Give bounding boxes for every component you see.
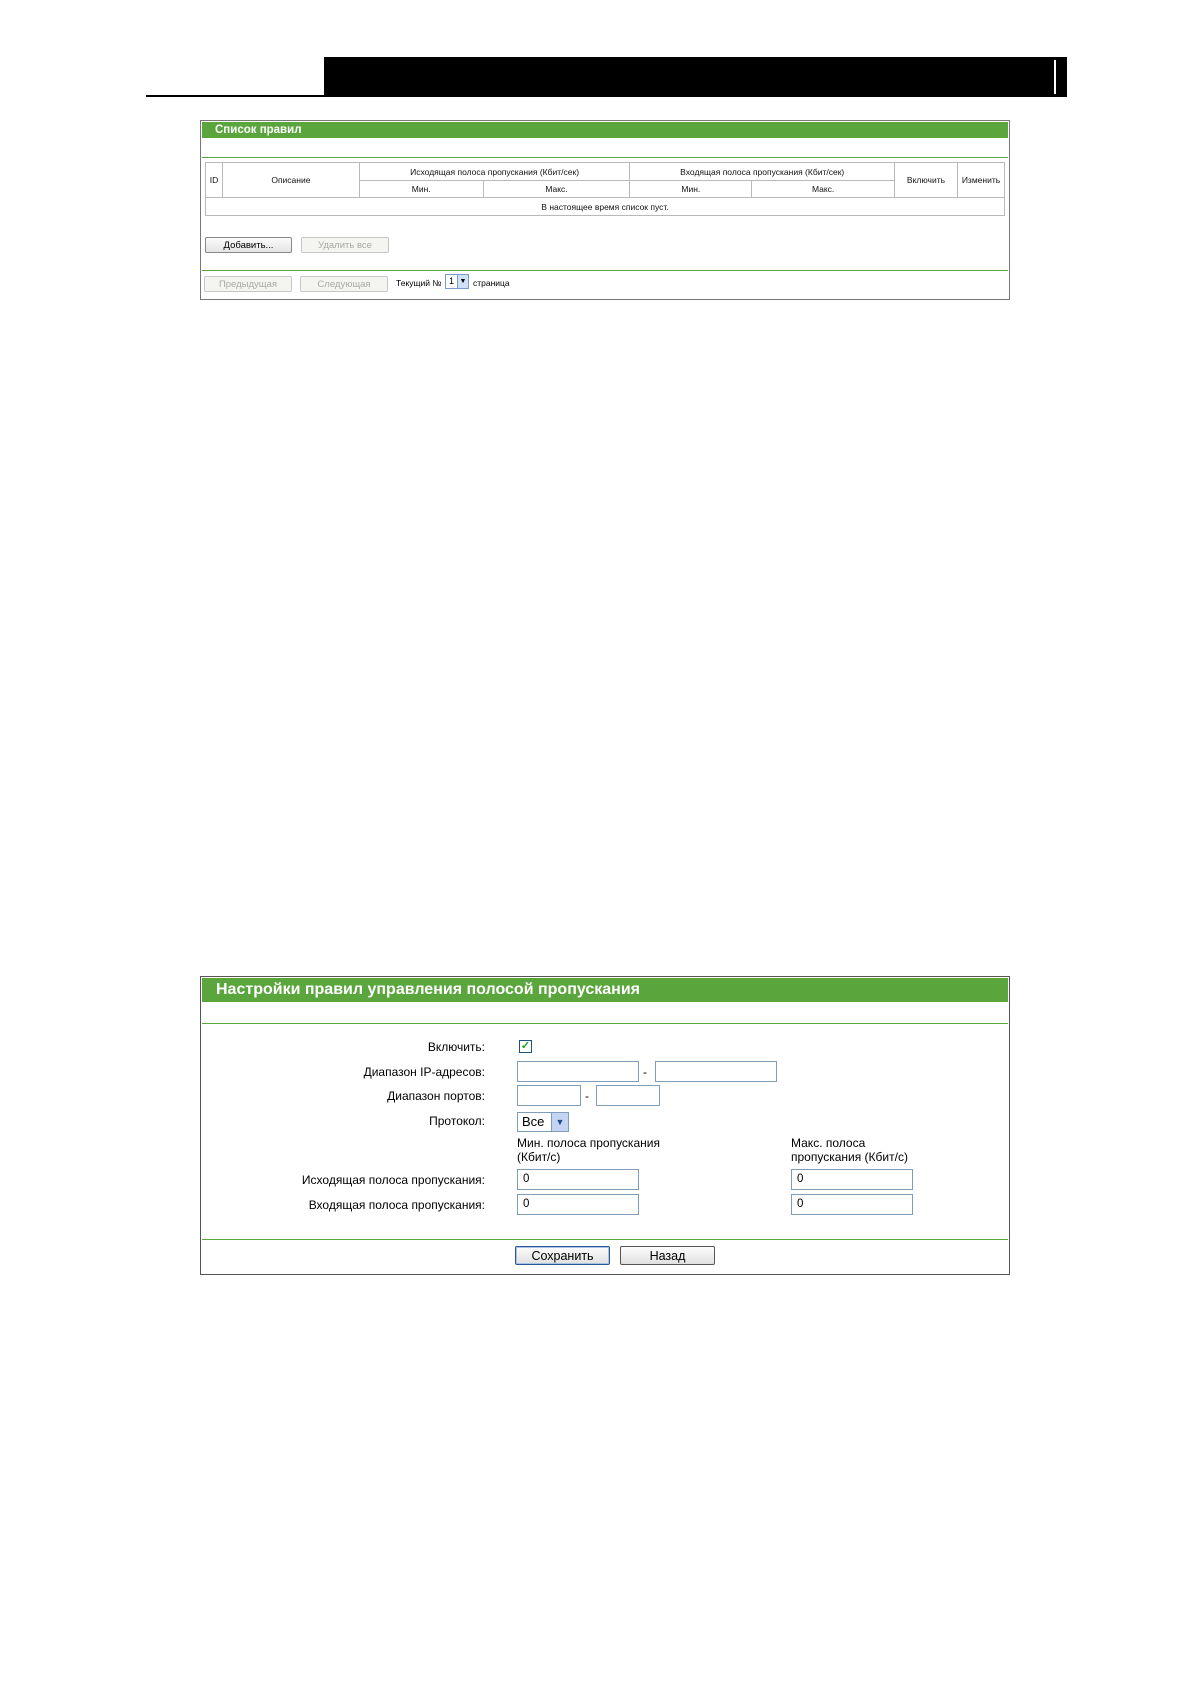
upstream-label: Исходящая полоса пропускания: [301, 1173, 485, 1187]
ip-end-input[interactable] [655, 1061, 777, 1082]
ip-start-input[interactable] [517, 1061, 639, 1082]
port-start-input[interactable] [517, 1085, 581, 1106]
add-button[interactable]: Добавить... [205, 237, 292, 253]
ip-range-dash: - [643, 1065, 647, 1079]
save-button[interactable]: Сохранить [515, 1246, 610, 1265]
port-range-dash: - [585, 1089, 589, 1103]
divider [202, 1239, 1008, 1240]
divider [202, 1023, 1008, 1024]
current-page-label: Текущий № [396, 278, 442, 288]
divider [202, 157, 1008, 158]
manual-header-divider [1054, 60, 1056, 94]
rule-list-table [205, 162, 1005, 216]
protocol-label: Протокол: [429, 1114, 485, 1128]
checkmark-icon: ✓ [520, 1040, 531, 1052]
min-header-line2: (Кбит/с) [517, 1150, 561, 1164]
col-upstream-min: Мин. [359, 181, 483, 198]
divider [202, 270, 1008, 271]
col-modify: Изменить [957, 163, 1004, 198]
ip-range-label: Диапазон IP-адресов: [363, 1065, 485, 1079]
downstream-max-input[interactable]: 0 [791, 1194, 913, 1215]
rule-list-title: Список правил [202, 122, 1008, 138]
page-select-value: 1 [449, 276, 455, 286]
prev-page-button[interactable]: Предыдущая [204, 276, 292, 292]
max-bandwidth-header [791, 1136, 908, 1164]
back-button[interactable]: Назад [620, 1246, 715, 1265]
rule-settings-title: Настройки правил управления полосой пропускания [202, 978, 1008, 1002]
upstream-min-input[interactable]: 0 [517, 1169, 639, 1190]
chevron-down-icon[interactable]: ▼ [551, 1113, 568, 1131]
col-description: Описание [222, 163, 359, 198]
col-downstream: Входящая полоса пропускания (Кбит/сек) [630, 163, 895, 181]
manual-header-bar [324, 57, 1067, 97]
min-header-line1: Мин. полоса пропускания [517, 1136, 660, 1150]
next-page-button[interactable]: Следующая [300, 276, 388, 292]
delete-all-button[interactable]: Удалить все [301, 237, 389, 253]
port-end-input[interactable] [596, 1085, 660, 1106]
rule-list-panel [200, 120, 1010, 300]
manual-header-rule [146, 95, 1067, 97]
col-downstream-max: Макс. [752, 181, 895, 198]
chevron-down-icon[interactable]: ▼ [457, 275, 468, 288]
protocol-select-value: Все [522, 1114, 545, 1129]
max-header-line2: пропускания (Кбит/с) [791, 1150, 908, 1164]
enable-label: Включить: [427, 1040, 485, 1054]
col-id: ID [206, 163, 223, 198]
downstream-min-input[interactable]: 0 [517, 1194, 639, 1215]
rule-settings-panel [200, 976, 1010, 1275]
protocol-select[interactable] [517, 1112, 569, 1132]
enable-checkbox[interactable] [519, 1040, 532, 1053]
empty-list-message: В настоящее время список пуст. [206, 198, 1005, 216]
downstream-label: Входящая полоса пропускания: [308, 1198, 485, 1212]
col-upstream-max: Макс. [483, 181, 630, 198]
col-upstream: Исходящая полоса пропускания (Кбит/сек) [359, 163, 630, 181]
upstream-max-input[interactable]: 0 [791, 1169, 913, 1190]
col-enable: Включить [895, 163, 958, 198]
page-select[interactable] [445, 274, 469, 289]
page-suffix-label: страница [473, 278, 510, 288]
max-header-line1: Макс. полоса [791, 1136, 866, 1150]
col-downstream-min: Мин. [630, 181, 752, 198]
port-range-label: Диапазон портов: [387, 1089, 485, 1103]
min-bandwidth-header [517, 1136, 660, 1164]
